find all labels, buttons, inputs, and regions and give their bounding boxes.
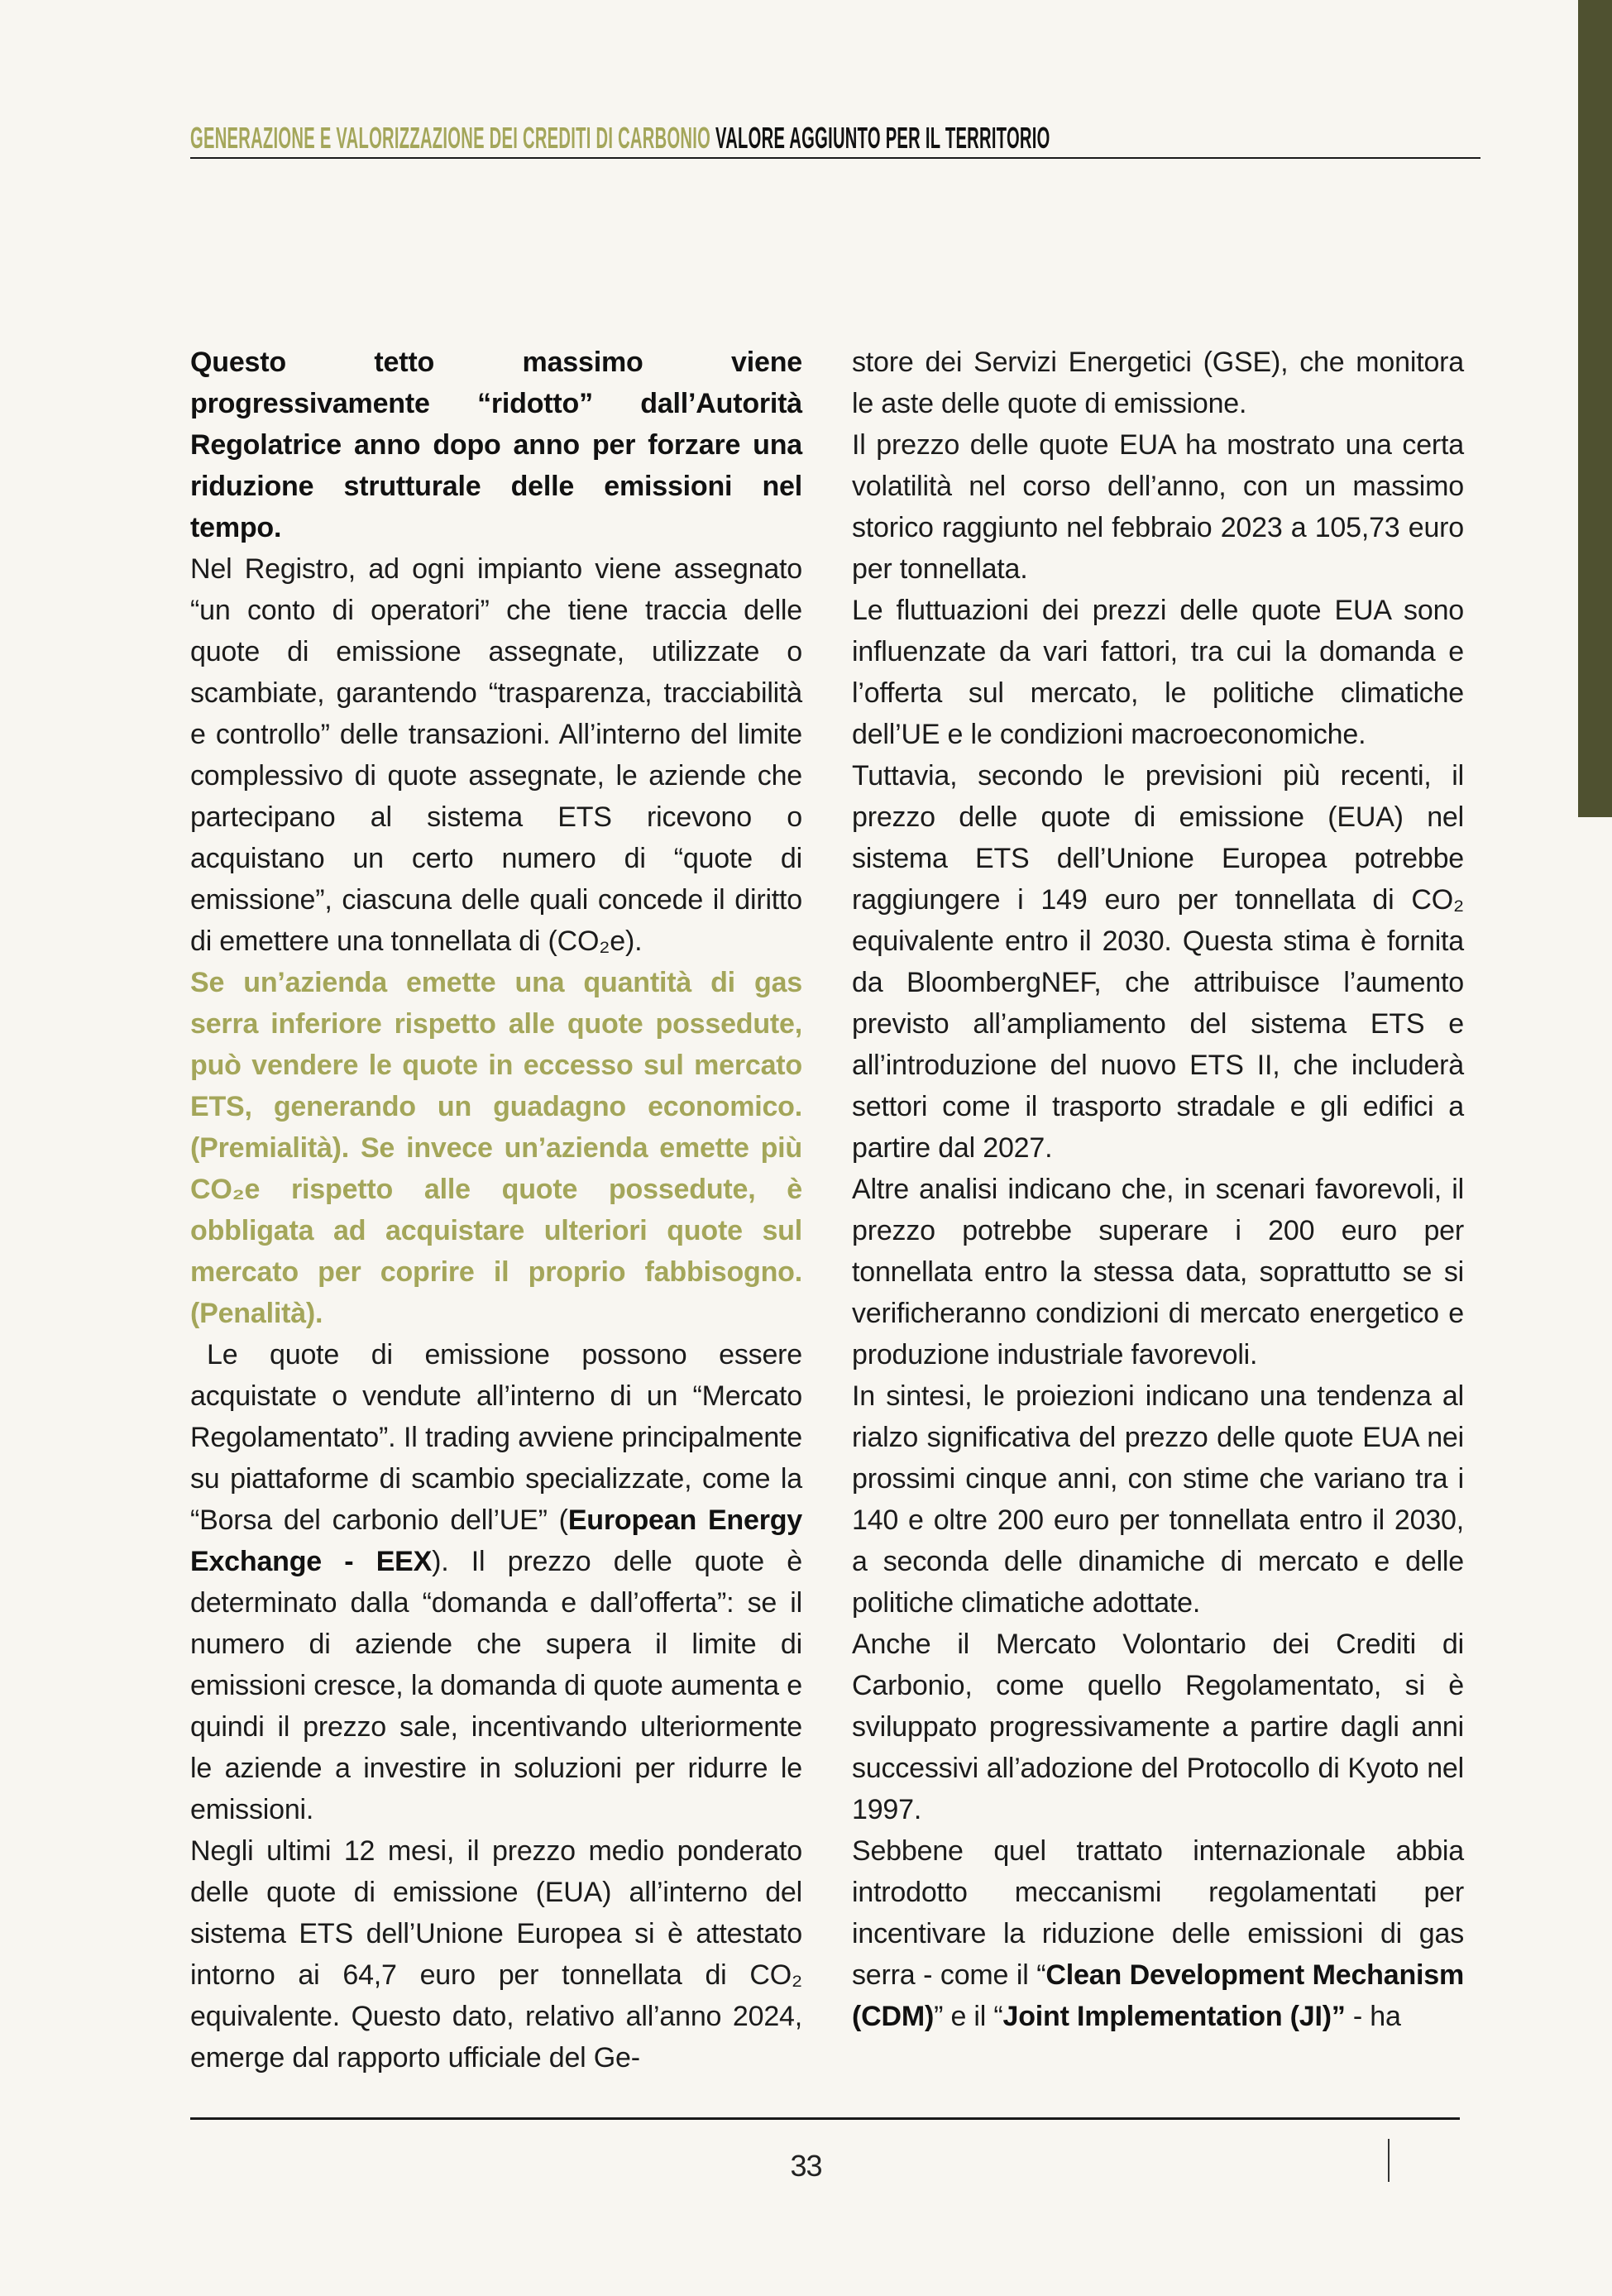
left-column (190, 342, 802, 2078)
text-segment-regular: Nel Registro, ad ogni impianto viene assegnato “un conto di operatori” che tiene traccia delle quote di emissione assegnate, utilizzate o scambiate, garantendo “trasparenza, tracciabilità e controllo” delle transazioni. All’interno del limite complessivo di quote assegnate, le aziende che partecipano al sistema ETS ricevono o acquistano un certo numero di “quote di emissione”, ciascuna delle quali concede il diritto di emettere una tonnellata di (CO₂e). (190, 553, 802, 957)
right-column (852, 342, 1464, 2037)
text-segment-bold: Questo tetto massimo viene progressivamente “ridotto” dall’Autorità Regolatrice anno dopo anno per forzare una riduzione strutturale delle emissioni nel tempo. (190, 347, 802, 543)
paragraph (190, 962, 802, 1334)
paragraph (190, 342, 802, 548)
footer-rule (190, 2117, 1460, 2120)
text-segment-regular: Le quote di emissione possono essere acquistate o vendute all’interno di un “Mercato Regolamentato”. Il trading avviene principalmente su piattaforme di scambio specializzate, come la “Borsa del carbonio dell’UE” ( (190, 1339, 802, 1536)
text-segment-regular: Sebbene quel trattato internazionale abbia introdotto meccanismi regolamentati per incentivare la riduzione delle emissioni di gas serra - come il “ (852, 1835, 1464, 1991)
page-number: 33 (790, 2149, 822, 2183)
text-segment-regular: ). Il prezzo delle quote è determinato dalla “domanda e dall’offerta”: se il numero di aziende che supera il limite di emissioni cresce, la domanda di quote aumenta e quindi il prezzo sale, incentivando ulteriormente le aziende a investire in soluzioni per ridurre le emissioni. (190, 1546, 802, 1825)
running-header-rest: VALORE AGGIUNTO PER IL TERRITORIO (715, 121, 1050, 155)
chapter-edge-bar (1578, 0, 1612, 817)
paragraph (852, 1624, 1464, 1830)
footer-tick-mark (1388, 2139, 1390, 2182)
text-segment-regular: In sintesi, le proiezioni indicano una tendenza al rialzo significativa del prezzo delle quote EUA nei prossimi cinque anni, con stime che variano tra i 140 e oltre 200 euro per tonnellata entro il 2030, a seconda delle dinamiche di mercato e delle politiche climatiche adottate. (852, 1380, 1464, 1619)
text-segment-regular: Il prezzo delle quote EUA ha mostrato una certa volatilità nel corso dell’anno, con un massimo storico raggiunto nel febbraio 2023 a 105,73 euro per tonnellata. (852, 429, 1464, 585)
text-segment-bold: Joint Implementation (JI)” (1002, 2001, 1346, 2032)
text-segment-regular: ” e il “ (934, 2001, 1003, 2032)
paragraph (852, 1375, 1464, 1624)
paragraph (852, 1169, 1464, 1375)
text-segment-bold: Clean Development Mechanism (CDM) (852, 1959, 1465, 2032)
text-segment-regular: Anche il Mercato Volontario dei Crediti di Carbonio, come quello Regolamentato, si è sviluppato progressivamente a partire dagli anni successivi all’adozione del Protocollo di Kyoto nel 1997. (852, 1629, 1464, 1825)
text-segment-olive: Se un’azienda emette una quantità di gas serra inferiore rispetto alle quote possedute, può vendere le quote in eccesso sul mercato ETS, generando un guadagno economico. (Premialità). Se invece un’azienda emette più CO₂e rispetto alle quote possedute, è obbligata ad acquistare ulteriori quote sul mercato per coprire il proprio fabbisogno. (Penalità). (190, 967, 802, 1329)
paragraph (852, 590, 1464, 755)
paragraph (190, 1830, 802, 2078)
text-segment-bold: European Energy Exchange - EEX (190, 1504, 803, 1577)
paragraph (852, 1830, 1464, 2037)
text-segment-regular: Altre analisi indicano che, in scenari favorevoli, il prezzo potrebbe superare i 200 euro per tonnellata entro la stessa data, soprattutto se si verificheranno condizioni di mercato energetico e produzione industriale favorevoli. (852, 1174, 1464, 1370)
text-segment-regular: Negli ultimi 12 mesi, il prezzo medio ponderato delle quote di emissione (EUA) all’interno del sistema ETS dell’Unione Europea si è attestato intorno ai 64,7 euro per tonnellata di CO₂ equivalente. Questo dato, relativo all’anno 2024, emerge dal rapporto ufficiale del Ge- (190, 1835, 802, 2074)
text-segment-regular: store dei Servizi Energetici (GSE), che monitora le aste delle quote di emissione. (852, 347, 1464, 419)
text-segment-regular: Tuttavia, secondo le previsioni più recenti, il prezzo delle quote di emissione (EUA) nel sistema ETS dell’Unione Europea potrebbe raggiungere i 149 euro per tonnellata di CO₂ equivalente entro il 2030. Questa stima è fornita da BloombergNEF, che attribuisce l’aumento previsto all’ampliamento del sistema ETS e all’introduzione del nuovo ETS II, che includerà settori come il trasporto stradale e gli edifici a partire dal 2027. (852, 760, 1464, 1164)
paragraph (190, 1334, 802, 1830)
text-segment-regular: Le fluttuazioni dei prezzi delle quote EUA sono influenzate da vari fattori, tra cui la domanda e l’offerta sul mercato, le politiche climatiche dell’UE e le condizioni macroeconomiche. (852, 595, 1464, 750)
header-rule (190, 157, 1480, 159)
running-header (190, 122, 1050, 154)
running-header-accent: GENERAZIONE E VALORIZZAZIONE DEI CREDITI DI CARBONIO (190, 121, 711, 155)
paragraph (190, 548, 802, 962)
paragraph (852, 342, 1464, 424)
text-segment-regular: - ha (1345, 2001, 1401, 2032)
paragraph (852, 424, 1464, 590)
paragraph (852, 755, 1464, 1169)
